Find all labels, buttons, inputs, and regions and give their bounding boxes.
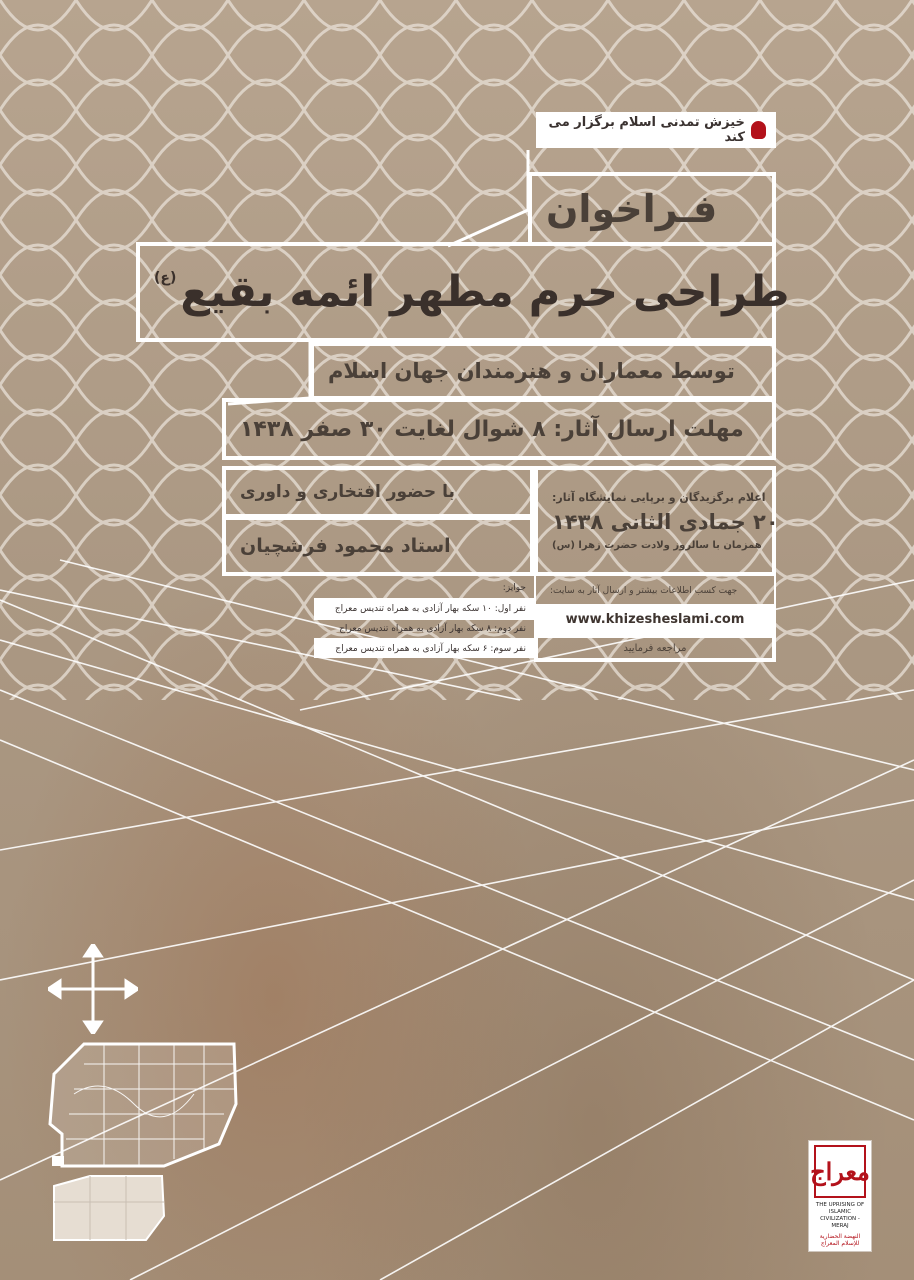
deadline-text: مهلت ارسال آثار: ۸ شوال لغایت ۳۰ صفر ۱۴۳۸: [240, 416, 744, 442]
prizes-table: [314, 578, 534, 658]
jury-label-box: [222, 466, 534, 518]
title-text: فـراخوان: [546, 187, 718, 231]
prize-2: نفر دوم: ۸ سکه بهار آزادی به همراه تندیس معراج: [339, 624, 526, 634]
prize-row: [314, 598, 534, 618]
jury-name: استاد محمود فرشچیان: [240, 535, 451, 557]
logo-english: THE UPRISING OF ISLAMIC CIVILIZATION - MERAJ: [815, 1202, 865, 1229]
subject-sup: (ع): [154, 270, 177, 286]
announcement-date: ۲۰ جمادی الثانی ۱۴۳۸: [552, 510, 779, 534]
hand-icon: [751, 121, 766, 139]
organizer-banner: [536, 112, 776, 148]
subject-box: [136, 242, 790, 342]
prize-row: [314, 638, 534, 658]
website-label-box: [534, 576, 776, 606]
website-footer-box: [534, 634, 776, 662]
byline-box: [310, 342, 776, 400]
website-label: جهت کسب اطلاعات بیشتر و ارسال آثار به سایت:: [550, 586, 738, 596]
logo-mark: معراج: [814, 1145, 866, 1198]
prizes-label-row: [314, 578, 534, 598]
byline-text: توسط معماران و هنرمندان جهان اسلام: [328, 359, 735, 383]
prize-row: [314, 618, 534, 638]
website-url-link[interactable]: www.khizesheslami.com: [565, 611, 745, 627]
subject-text: طراحی حرم مطهر ائمه بقیع: [180, 267, 790, 317]
website-footer: مراجعه فرمایید: [623, 642, 687, 654]
meraj-logo: [808, 1140, 872, 1252]
compass-arrows-icon: [48, 944, 138, 1034]
aerial-map-icon: [50, 1172, 170, 1244]
deadline-box: [222, 398, 776, 460]
announcement-label: اعلام برگزیدگان و برپایی نمایشگاه آثار:: [552, 491, 766, 504]
prize-3: نفر سوم: ۶ سکه بهار آزادی به همراه تندیس معراج: [335, 644, 526, 654]
organizer-text: خیزش تمدنی اسلام برگزار می کند: [548, 115, 745, 145]
announcement-box: [534, 466, 779, 576]
logo-arabic: النهضة الحضاریة للإسلام المعراج: [819, 1233, 861, 1247]
announcement-note: همزمان با سالروز ولادت حضرت زهرا (س): [552, 540, 762, 551]
prize-1: نفر اول: ۱۰ سکه بهار آزادی به همراه تندیس معراج: [334, 604, 526, 614]
jury-name-box: [222, 516, 534, 576]
jury-label: با حضور افتخاری و داوری: [240, 482, 455, 502]
title-box: [528, 172, 776, 246]
prizes-label: جوایز:: [502, 583, 526, 593]
site-map-icon: [44, 1034, 240, 1174]
website-url-box[interactable]: [534, 604, 776, 634]
